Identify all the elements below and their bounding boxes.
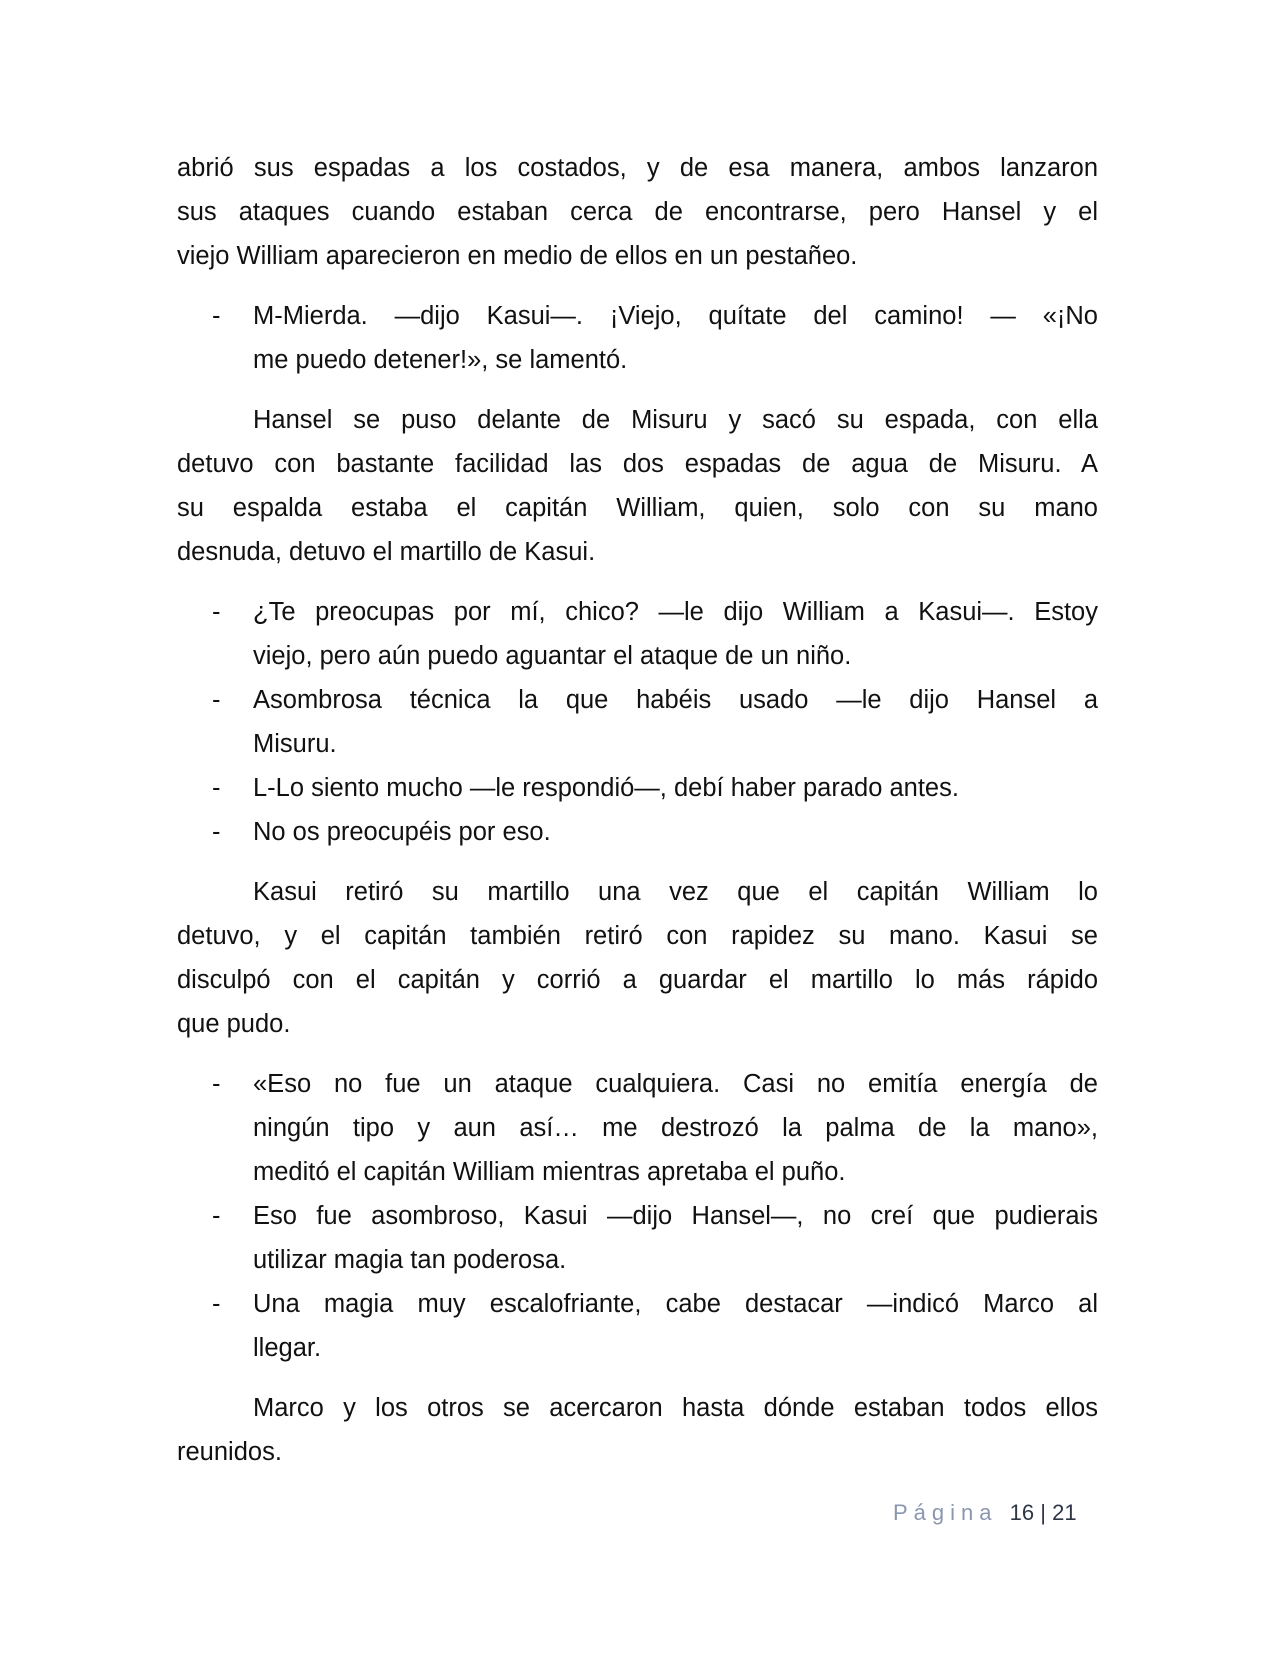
dialogue-dash: -	[212, 598, 221, 626]
text-line: L-Lo siento mucho —le respondió—, debí haber parado antes. -	[177, 766, 1098, 810]
dialogue-dash: -	[212, 1070, 221, 1098]
text-line: su espalda estaba el capitán William, quien, solo con su mano	[177, 494, 1098, 522]
dialogue-line	[177, 678, 1098, 766]
dialogue-dash: -	[212, 1202, 221, 1230]
text-line: viejo William aparecieron en medio de ellos en un pestañeo.	[177, 242, 858, 270]
document-body	[177, 146, 1098, 1490]
text-line: Una magia muy escalofriante, cabe destacar —indicó Marco al -	[177, 1282, 1098, 1326]
text-line: Asombrosa técnica la que habéis usado —le dijo Hansel a -	[177, 678, 1098, 722]
text-line: Eso fue asombroso, Kasui —dijo Hansel—, no creí que pudierais -	[177, 1194, 1098, 1238]
text-line: sus ataques cuando estaban cerca de encontrarse, pero Hansel y el	[177, 198, 1098, 226]
page-number: 16	[1009, 1500, 1035, 1525]
paragraph	[177, 870, 1098, 1046]
page-footer	[893, 1500, 1077, 1526]
dialogue-line	[177, 810, 1098, 854]
text-line: «Eso no fue un ataque cualquiera. Casi no emitía energía de -	[177, 1062, 1098, 1106]
text-line: ¿Te preocupas por mí, chico? —le dijo William a Kasui—. Estoy -	[177, 590, 1098, 634]
text-line: desnuda, detuvo el martillo de Kasui.	[177, 538, 596, 566]
text-line: Kasui retiró su martillo una vez que el capitán William lo	[253, 878, 1098, 906]
text-line: utilizar magia tan poderosa.	[253, 1246, 567, 1274]
dialogue-line	[177, 294, 1098, 382]
dialogue-line	[177, 1062, 1098, 1194]
text-line: Hansel se puso delante de Misuru y sacó su espada, con ella	[253, 406, 1098, 434]
text-line: que pudo.	[177, 1010, 291, 1038]
dialogue-line	[177, 1194, 1098, 1282]
dialogue-line	[177, 766, 1098, 810]
text-line: detuvo, y el capitán también retiró con rapidez su mano. Kasui se	[177, 922, 1098, 950]
page-separator: |	[1040, 1500, 1046, 1525]
dialogue-dash: -	[212, 774, 221, 802]
page-total: 21	[1052, 1500, 1077, 1525]
text-line: meditó el capitán William mientras apretaba el puño.	[253, 1158, 846, 1186]
text-line: M-Mierda. —dijo Kasui—. ¡Viejo, quítate del camino! — «¡No -	[177, 294, 1098, 338]
dialogue-line	[177, 1282, 1098, 1370]
text-line: me puedo detener!», se lamentó.	[253, 346, 628, 374]
text-line: reunidos.	[177, 1438, 282, 1466]
dialogue-dash: -	[212, 302, 221, 330]
text-line: llegar.	[253, 1334, 322, 1362]
dialogue-line	[177, 590, 1098, 678]
text-line: detuvo con bastante facilidad las dos espadas de agua de Misuru. A	[177, 450, 1098, 478]
text-line: abrió sus espadas a los costados, y de esa manera, ambos lanzaron	[177, 154, 1098, 182]
paragraph	[177, 146, 1098, 278]
text-line: Misuru.	[253, 730, 337, 758]
page-label: Página	[893, 1500, 998, 1525]
dialogue-dash: -	[212, 686, 221, 714]
paragraph	[177, 1386, 1098, 1474]
dialogue-dash: -	[212, 818, 221, 846]
text-line: ningún tipo y aun así… me destrozó la palma de la mano»,	[253, 1114, 1098, 1142]
text-line: disculpó con el capitán y corrió a guardar el martillo lo más rápido	[177, 966, 1098, 994]
text-line: Marco y los otros se acercaron hasta dónde estaban todos ellos	[253, 1394, 1098, 1422]
text-line: viejo, pero aún puedo aguantar el ataque de un niño.	[253, 642, 852, 670]
paragraph	[177, 398, 1098, 574]
text-line: No os preocupéis por eso. -	[177, 810, 1098, 854]
dialogue-dash: -	[212, 1290, 221, 1318]
